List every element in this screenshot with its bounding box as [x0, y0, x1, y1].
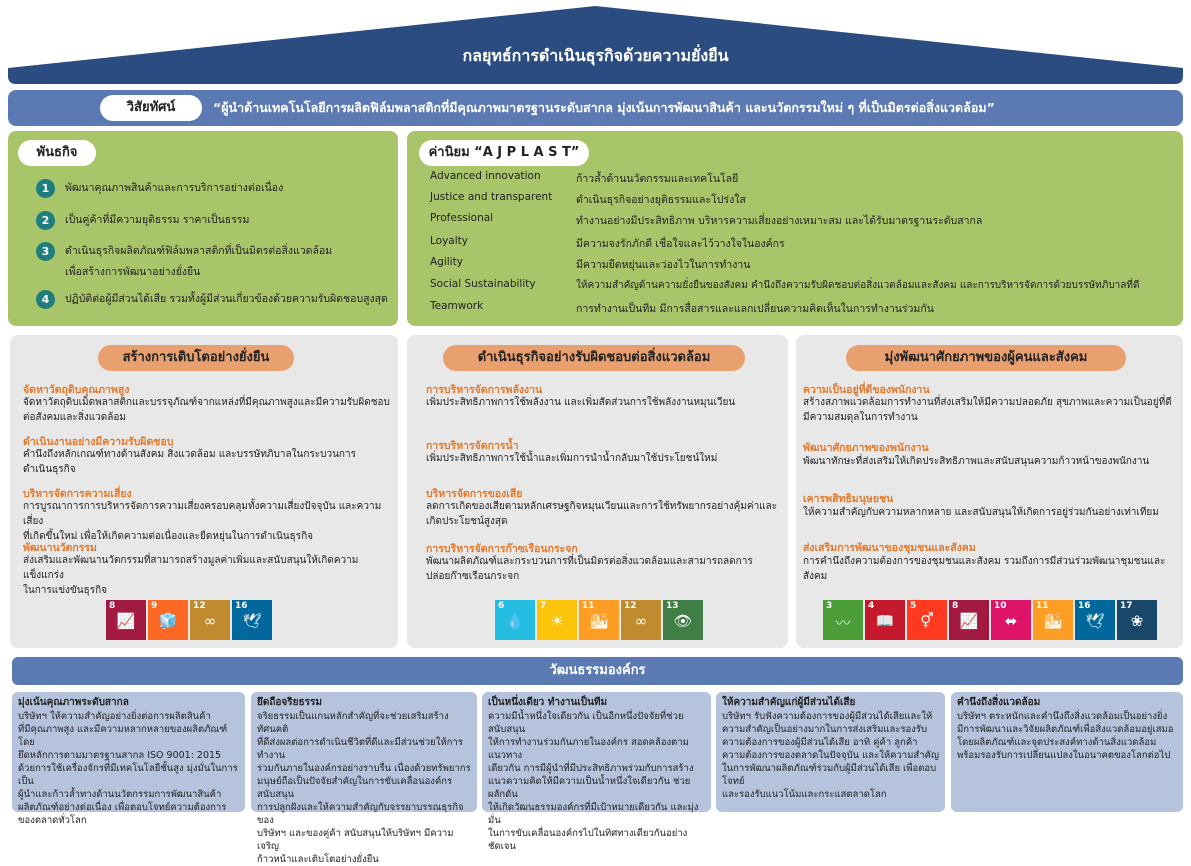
sdg-11-icon	[579, 600, 619, 640]
culture-box	[716, 692, 945, 812]
sdg-number: 4	[868, 601, 875, 611]
sdg-icons	[495, 600, 703, 640]
section-heading: จัดหาวัตถุดิบคุณภาพสูง	[23, 384, 130, 396]
sdg-number: 8	[952, 601, 959, 611]
culture-title: วัฒนธรรมองค์กร	[12, 657, 1183, 685]
sdg-glyph: ⬌	[1004, 612, 1018, 630]
mission-number: 4	[36, 290, 55, 309]
culture-text: ความมีน้ำหนึ่งใจเดียวกัน เป็นอีกหนึ่งปัจจัยที่ช่วยสนับสนุน ให้การทำงานร่วมกันภายในองค์กร สอดคล้องตามแนวทาง เดียวกัน การมีผู้นำที่มีประสิทธิภาพร่วมกับการสร้าง แนวความคิดให้มีความเป็นน้ำหนึ่งใจเดียวกัน ช่วยผลักดัน ให้เกิดวัฒนธรรมองค์กรที่มีเป้าหมายเดียวกัน และมุ่งมั่น ในการขับเคลื่อนองค์กรไปในทิศทางเดียวกันอย่างชัดเจน	[488, 711, 699, 852]
vision-label: วิสัยทัศน์	[100, 95, 202, 121]
sdg-12-icon	[190, 600, 230, 640]
sdg-number: 10	[994, 601, 1007, 611]
culture-text: บริษัทฯ ให้ความสำคัญอย่างยิ่งต่อการผลิตสินค้า ที่มีคุณภาพสูง และมีความหลากหลายของผลิตภัณฑ์ โดย ยึดหลักการตามมาตรฐานสากล ISO 9001: 2015 ด้วยการใช้เครื่องจักรที่มีเทคโนโลยีชั้นสูง มุ่งมั่นในการเป็น ผู้นำและก้าวล้ำทางด้านนวัตกรรมการพัฒนาสินค้า ผลิตภัณฑ์อย่างต่อเนื่อง เพื่อตอบโจทย์ความต้องการ ของตลาดทั่วโลก	[18, 711, 238, 826]
section-text: สร้างสภาพแวดล้อมการทำงานที่ส่งเสริมให้มีความปลอดภัย สุขภาพและความเป็นอยู่ที่ดี มีความสมดุลในการทำงาน	[803, 397, 1172, 423]
sdg-icons	[823, 600, 1157, 640]
value-row: Social Sustainability ให้ความสำคัญด้านความยั่งยืนของสังคม คำนึงถึงความรับผิดชอบต่อสิ่งแวดล้อมและสังคม และการบริหารจัดการด้วยบรรษัทภิบาลที่ดี	[430, 278, 1140, 291]
section-text: ลดการเกิดของเสียตามหลักเศรษฐกิจหมุนเวียนและการใช้ทรัพยากรอย่างคุ้มค่าและ เกิดประโยชน์สูงสุด	[426, 501, 778, 527]
sdg-glyph: ☀	[550, 612, 564, 630]
sdg-5-icon	[907, 600, 947, 640]
section-heading: บริหารจัดการของเสีย	[426, 488, 523, 500]
sdg-number: 16	[1078, 601, 1091, 611]
sdg-glyph: 📖	[875, 612, 895, 630]
section-text: การบูรณาการการบริหารจัดการความเสี่ยงครอบคลุมทั้งความเสี่ยงปัจจุบัน และความเสี่ยง ที่เกิดขึ้นใหม่ เพื่อให้เกิดความต่อเนื่องและยืดหยุ่นในการดำเนินธุรกิจ	[23, 501, 382, 542]
sdg-glyph: 💧	[505, 612, 525, 630]
culture-heading: ยึดถือจริยธรรม	[257, 697, 322, 708]
sdg-number: 11	[582, 601, 595, 611]
section-heading: การบริหารจัดการพลังงาน	[426, 384, 543, 396]
section-heading: ดำเนินงานอย่างมีความรับผิดชอบ	[23, 436, 174, 448]
sdg-17-icon	[1117, 600, 1157, 640]
sdg-glyph: 👁	[673, 612, 693, 630]
values-label: ค่านิยม “A J P L A S T”	[419, 140, 589, 166]
sdg-glyph: 📈	[959, 612, 979, 630]
sdg-number: 8	[109, 601, 116, 611]
sdg-7-icon	[537, 600, 577, 640]
section-text: คำนึงถึงหลักเกณฑ์ทางด้านสังคม สิ่งแวดล้อม และบรรษัทภิบาลในกระบวนการ ดำเนินธุรกิจ	[23, 449, 356, 475]
mission-number: 1	[36, 179, 55, 198]
sdg-glyph: ❀	[1130, 612, 1144, 630]
section-text: เพิ่มประสิทธิภาพการใช้น้ำและเพิ่มการนำน้ำกลับมาใช้ประโยชน์ใหม่	[426, 453, 718, 464]
sdg-11-icon	[1033, 600, 1073, 640]
culture-box	[951, 692, 1183, 812]
culture-heading: ให้ความสำคัญแก่ผู้มีส่วนได้เสีย	[722, 697, 856, 708]
mission-label: พันธกิจ	[18, 140, 96, 166]
sdg-glyph: ∞	[634, 612, 648, 630]
vision-bar	[8, 90, 1183, 126]
mission-item	[36, 290, 388, 310]
section-text: เพิ่มประสิทธิภาพการใช้พลังงาน และเพิ่มสัดส่วนการใช้พลังงานหมุนเวียน	[426, 397, 736, 408]
sdg-glyph: 🏙	[589, 612, 609, 630]
mission-text: เป็นคู่ค้าที่มีความยุติธรรม ราคาเป็นธรรม	[65, 214, 250, 226]
culture-box	[251, 692, 477, 865]
sdg-number: 7	[540, 601, 547, 611]
section-heading: พัฒนาศักยภาพของพนักงาน	[803, 442, 929, 454]
sdg-number: 12	[193, 601, 206, 611]
mission-panel	[8, 131, 398, 326]
sdg-9-icon	[148, 600, 188, 640]
sdg-number: 3	[826, 601, 833, 611]
sdg-16-icon	[232, 600, 272, 640]
mission-item	[36, 211, 249, 231]
sdg-number: 11	[1036, 601, 1049, 611]
value-row: Agility มีความยืดหยุ่นและว่องไวในการทำงาน	[430, 256, 751, 271]
sdg-13-icon	[663, 600, 703, 640]
sdg-icons	[106, 600, 272, 640]
sdg-16-icon	[1075, 600, 1115, 640]
sdg-3-icon	[823, 600, 863, 640]
sdg-glyph: 🕊	[1085, 612, 1105, 630]
vision-text: “ผู้นำด้านเทคโนโลยีการผลิตฟิล์มพลาสติกที่มีคุณภาพมาตรฐานระดับสากล มุ่งเน้นการพัฒนาสินค้า และนวัตกรรมใหม่ ๆ ที่เป็นมิตรต่อสิ่งแวดล้อม”	[213, 100, 995, 115]
section-text: จัดหาวัตถุดิบเม็ดพลาสติกและบรรจุภัณฑ์จากแหล่งที่มีคุณภาพสูงและมีความรับผิดชอบ ต่อสังคมและสิ่งแวดล้อม	[23, 397, 390, 423]
mission-text: ปฏิบัติต่อผู้มีส่วนได้เสีย รวมทั้งผู้มีส่วนเกี่ยวข้องด้วยความรับผิดชอบสูงสุด	[65, 293, 388, 305]
mission-text: พัฒนาคุณภาพสินค้าและการบริการอย่างต่อเนื่อง	[65, 182, 284, 194]
mission-text: ดำเนินธุรกิจผลิตภัณฑ์ฟิล์มพลาสติกที่เป็นมิตรต่อสิ่งแวดล้อม เพื่อสร้างการพัฒนาอย่างยั่งยืน	[65, 245, 333, 278]
culture-text: จริยธรรมเป็นแกนหลักสำคัญที่จะช่วยเสริมสร้างทัศนคติ ที่ดีส่งผลต่อการดำเนินชีวิตที่ดีและมีส่วนช่วยให้การทำงาน ร่วมกันภายในองค์กรอย่างราบรื่น เนื่องด้วยทรัพยากร มนุษย์ถือเป็นปัจจัยสำคัญในการขับเคลื่อนองค์กรสนับสนุน การปลูกฝังและให้ความสำคัญกับจรรยาบรรณธุรกิจของ บริษัทฯ และของคู่ค้า สนับสนุนให้บริษัทฯ มีความเจริญ ก้าวหน้าและเติบโตอย่างยั่งยืน	[257, 711, 471, 865]
sdg-glyph: ⚥	[920, 612, 934, 630]
pillar-title: สร้างการเติบโตอย่างยั่งยืน	[98, 345, 294, 371]
mission-number: 3	[36, 242, 55, 261]
value-row: Advanced innovation ก้าวล้ำด้านนวัตกรรมและเทคโนโลยี	[430, 170, 739, 185]
sdg-8-icon	[106, 600, 146, 640]
sdg-number: 17	[1120, 601, 1133, 611]
sdg-4-icon	[865, 600, 905, 640]
sdg-6-icon	[495, 600, 535, 640]
mission-number: 2	[36, 211, 55, 230]
strategy-title: กลยุทธ์การดำเนินธุรกิจด้วยความยั่งยืน	[462, 46, 729, 65]
sdg-number: 16	[235, 601, 248, 611]
section-text: การคำนึงถึงความต้องการของชุมชนและสังคม รวมถึงการมีส่วนร่วมพัฒนาชุมชนและสังคม	[803, 556, 1166, 582]
value-row: Professional ทำงานอย่างมีประสิทธิภาพ บริหารความเสี่ยงอย่างเหมาะสม และได้รับมาตรฐานระดับสากล	[430, 212, 983, 227]
value-row: Justice and transparent ดำเนินธุรกิจอย่างยุติธรรมและโปร่งใส	[430, 191, 746, 206]
section-heading: การบริหารจัดการก๊าซเรือนกระจก	[426, 543, 578, 555]
sdg-glyph: 〰	[835, 614, 851, 632]
value-row: Teamwork การทำงานเป็นทีม มีการสื่อสารและแลกเปลี่ยนความคิดเห็นในการทำงานร่วมกัน	[430, 300, 934, 315]
section-heading: เคารพสิทธิมนุษยชน	[803, 493, 894, 505]
culture-heading: มุ่งเน้นคุณภาพระดับสากล	[18, 697, 129, 708]
sdg-glyph: 🧊	[158, 612, 178, 630]
section-heading: พัฒนานวัตกรรม	[23, 542, 97, 554]
section-text: ให้ความสำคัญกับความหลากหลาย และสนับสนุนให้เกิดการอยู่ร่วมกันอย่างเท่าเทียม	[803, 507, 1159, 518]
sdg-number: 6	[498, 601, 505, 611]
mission-item	[36, 242, 332, 283]
section-heading: ความเป็นอยู่ที่ดีของพนักงาน	[803, 384, 930, 396]
sdg-10-icon	[991, 600, 1031, 640]
pillar-title: ดำเนินธุรกิจอย่างรับผิดชอบต่อสิ่งแวดล้อม	[443, 345, 745, 371]
culture-box	[482, 692, 711, 852]
section-heading: ส่งเสริมการพัฒนาของชุมชนและสังคม	[803, 542, 976, 554]
sdg-glyph: 🕊	[242, 612, 262, 630]
section-heading: บริหารจัดการความเสี่ยง	[23, 488, 132, 500]
value-row: Loyalty มีความจงรักภักดี เชื่อใจและไว้วางใจในองค์กร	[430, 235, 785, 250]
section-text: ส่งเสริมและพัฒนานวัตกรรมที่สามารถสร้างมูลค่าเพิ่มและสนับสนุนให้เกิดความแข็งแกร่ง ในการแข่งขันธุรกิจ	[23, 555, 359, 596]
sdg-glyph: ∞	[203, 612, 217, 630]
sdg-number: 5	[910, 601, 917, 611]
section-text: พัฒนาทักษะที่ส่งเสริมให้เกิดประสิทธิภาพและสนับสนุนความก้าวหน้าของพนักงาน	[803, 456, 1150, 467]
pillar-title: มุ่งพัฒนาศักยภาพของผู้คนและสังคม	[846, 345, 1126, 371]
sdg-glyph: 📈	[116, 612, 136, 630]
mission-item	[36, 179, 283, 199]
sdg-12-icon	[621, 600, 661, 640]
sdg-glyph: 🏙	[1043, 612, 1063, 630]
culture-text: บริษัทฯ รับฟังความต้องการของผู้มีส่วนได้เสียและให้ ความสำคัญเป็นอย่างมากในการส่งเสริมและรองรับ ความต้องการของผู้มีส่วนได้เสีย อาทิ คู่ค้า ลูกค้า ความต้องการของตลาดในปัจจุบัน และให้ความสำคัญ ในการพัฒนาผลิตภัณฑ์ร่วมกับผู้มีส่วนได้เสีย เพื่อตอบโจทย์ และรองรับแนวโน้มและกระแสตลาดโลก	[722, 711, 939, 800]
sdg-number: 9	[151, 601, 158, 611]
section-text: พัฒนาผลิตภัณฑ์และกระบวนการที่เป็นมิตรต่อสิ่งแวดล้อมและสามารถลดการ ปล่อยก๊าซเรือนกระจก	[426, 556, 753, 582]
culture-text: บริษัทฯ ตระหนักและคำนึงถึงสิ่งแวดล้อมเป็นอย่างยิ่ง มีการพัฒนาและวิจัยผลิตภัณฑ์เพื่อสิ่งแวดล้อมอยู่เสมอ โดยผลิตภัณฑ์และจุดประสงค์ทางด้านสิ่งแวดล้อม พร้อมรองรับการเปลี่ยนแปลงในอนาคตของโลกต่อไป	[957, 711, 1174, 761]
sdg-8-icon	[949, 600, 989, 640]
sdg-number: 12	[624, 601, 637, 611]
section-heading: การบริหารจัดการน้ำ	[426, 440, 519, 452]
culture-heading: คำนึงถึงสิ่งแวดล้อม	[957, 697, 1041, 708]
culture-heading: เป็นหนึ่งเดียว ทำงานเป็นทีม	[488, 697, 608, 708]
sdg-number: 13	[666, 601, 679, 611]
culture-box	[12, 692, 245, 826]
